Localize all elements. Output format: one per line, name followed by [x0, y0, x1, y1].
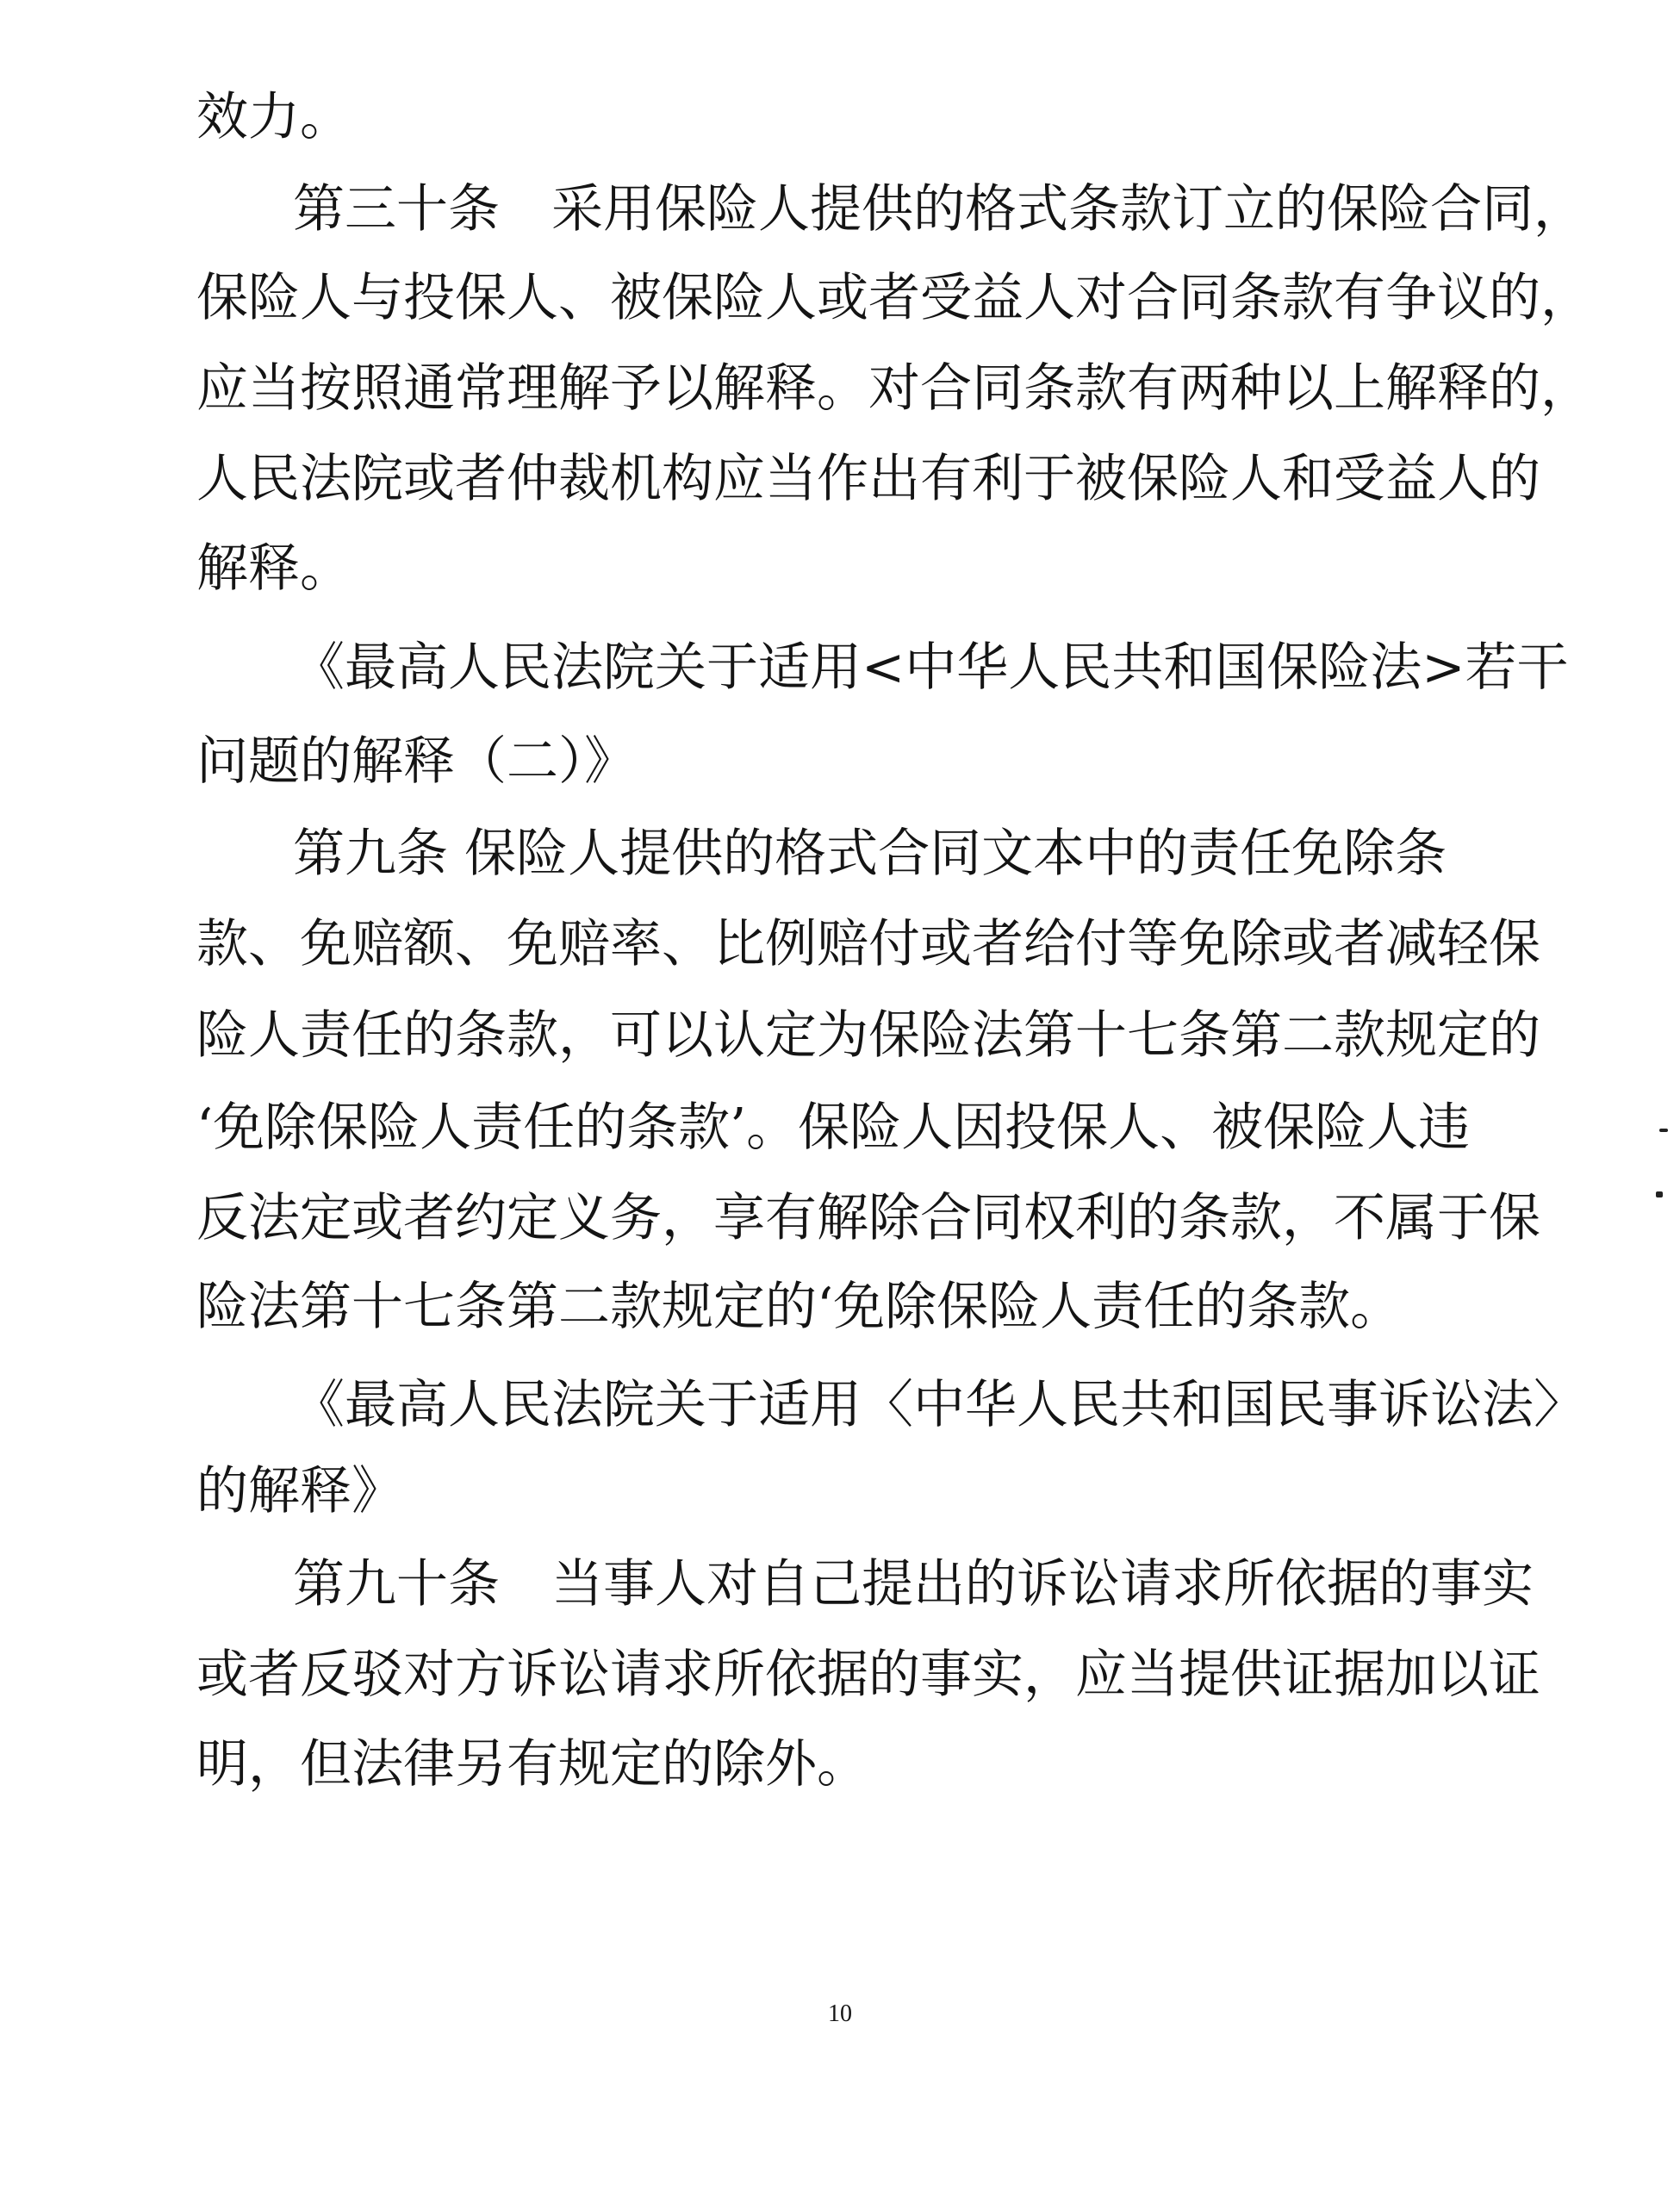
- text-line: 人民法院或者仲裁机构应当作出有利于被保险人和受益人的: [196, 449, 1540, 509]
- text-line: 险人责任的条款，可以认定为保险法第十七条第二款规定的: [196, 1005, 1540, 1066]
- text-line: 或者反驳对方诉讼请求所依据的事实，应当提供证据加以证: [196, 1645, 1540, 1705]
- text-line: 的解释》: [196, 1461, 403, 1521]
- text-line: 问题的解释（二）》: [196, 731, 636, 792]
- scan-mark: [1659, 1129, 1668, 1132]
- text-line: 第九十条 当事人对自己提出的诉讼请求所依据的事实: [293, 1554, 1534, 1614]
- text-line: 《最高人民法院关于适用<中华人民共和国保险法>若干: [293, 638, 1569, 698]
- text-line: 反法定或者约定义务，享有解除合同权利的条款，不属于保: [196, 1188, 1540, 1248]
- text-line: 解释。: [196, 538, 352, 599]
- text-line: ‘免除保险人责任的条款’。保险人因投保人、被保险人违: [196, 1098, 1471, 1158]
- text-line: 险法第十七条第二款规定的‘免除保险人责任的条款。: [196, 1277, 1403, 1337]
- text-line: 第九条 保险人提供的格式合同文本中的责任免除条: [293, 824, 1447, 884]
- text-line: 《最高人民法院关于适用〈中华人民共和国民事诉讼法〉: [293, 1375, 1585, 1435]
- text-line: 效力。: [196, 87, 352, 147]
- text-line: 应当按照通常理解予以解释。对合同条款有两种以上解释的，: [196, 358, 1592, 419]
- page-number: 10: [828, 2000, 852, 2027]
- text-line: 明，但法律另有规定的除外。: [196, 1734, 868, 1795]
- text-line: 保险人与投保人、被保险人或者受益人对合同条款有争议的，: [196, 268, 1592, 328]
- scan-mark: [1656, 1191, 1663, 1197]
- text-line: 款、免赔额、免赔率、比例赔付或者给付等免除或者减轻保: [196, 914, 1540, 974]
- text-line: 第三十条 采用保险人提供的格式条款订立的保险合同，: [293, 179, 1585, 239]
